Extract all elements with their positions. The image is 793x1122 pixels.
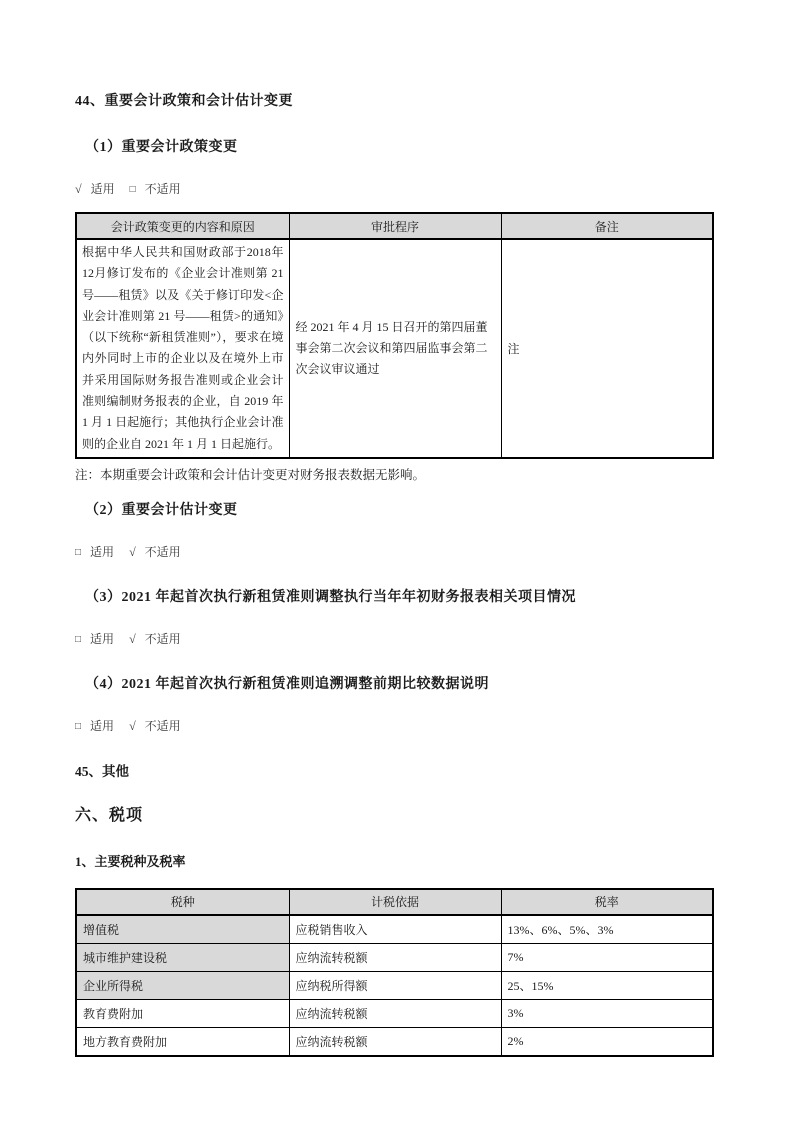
table-footnote: 注：本期重要会计政策和会计估计变更对财务报表数据无影响。 xyxy=(75,467,426,482)
tax-type-cell: 地方教育费附加 xyxy=(76,1027,289,1056)
tax-rate-table xyxy=(75,888,714,1057)
column-header-remark: 备注 xyxy=(501,213,713,239)
not-applicable-label: 不适用 xyxy=(144,631,181,646)
column-header-approval: 审批程序 xyxy=(289,213,501,239)
check-mark-icon: √ xyxy=(129,631,136,646)
tax-rate-cell: 25、15% xyxy=(501,971,713,999)
applicable-label: 适用 xyxy=(90,718,115,733)
table-row xyxy=(76,943,713,971)
applicable-label: 适用 xyxy=(90,631,115,646)
table-row xyxy=(76,239,713,458)
table-header-row xyxy=(76,213,713,239)
applicable-label: 适用 xyxy=(90,544,115,559)
tax-type-cell: 城市维护建设税 xyxy=(76,943,289,971)
table-header-row xyxy=(76,889,713,915)
policy-content-cell: 根据中华人民共和国财政部于2018年12月修订发布的《企业会计准则第 21 号——租赁》以及《关于修订印发<企业会计准则第 21 号——租赁>的通知》（以下统称“新租赁准则”），要求在境内外同时上市的企业以及在境外上市并采用国际财务报告准则或企业会计准则编制财务报表的企业，自 2019 年 1 月 1 日起施行；其他执行企业会计准则的企业自 2021 年 1 月 1 日起施行。 xyxy=(76,239,289,458)
column-header-content-reason: 会计政策变更的内容和原因 xyxy=(76,213,289,239)
not-applicable-label: 不适用 xyxy=(144,182,181,196)
policy-change-table xyxy=(75,212,714,459)
empty-checkbox-icon: □ xyxy=(75,633,82,645)
section-45-heading: 45、其他 xyxy=(75,763,129,779)
subsection-4-heading: （4）2021 年起首次执行新租赁准则追溯调整前期比较数据说明 xyxy=(85,676,489,692)
tax-rate-cell: 3% xyxy=(501,999,713,1027)
tax-type-cell: 增值税 xyxy=(76,915,289,944)
tax-basis-cell: 应纳流转税额 xyxy=(289,1027,501,1056)
tax-rate-cell: 13%、6%、5%、3% xyxy=(501,915,713,944)
tax-types-heading: 1、主要税种及税率 xyxy=(75,853,186,869)
tax-type-cell: 教育费附加 xyxy=(76,999,289,1027)
subsection-2-heading: （2）重要会计估计变更 xyxy=(85,502,238,518)
column-header-tax-type: 税种 xyxy=(76,889,289,915)
table-row xyxy=(76,971,713,999)
tax-rate-cell: 2% xyxy=(501,1027,713,1056)
not-applicable-label: 不适用 xyxy=(144,544,181,559)
applicable-label: 适用 xyxy=(90,182,115,196)
column-header-tax-rate: 税率 xyxy=(501,889,713,915)
column-header-tax-basis: 计税依据 xyxy=(289,889,501,915)
empty-checkbox-icon: □ xyxy=(75,546,82,558)
tax-basis-cell: 应税销售收入 xyxy=(289,915,501,944)
not-applicable-label: 不适用 xyxy=(144,718,181,733)
applicability-line-lease-adjust xyxy=(75,630,712,647)
table-row xyxy=(76,1027,713,1056)
tax-basis-cell: 应纳流转税额 xyxy=(289,943,501,971)
tax-basis-cell: 应纳流转税额 xyxy=(289,999,501,1027)
subsection-1-heading: （1）重要会计政策变更 xyxy=(85,140,238,155)
applicability-line-estimate-change xyxy=(75,543,712,560)
check-mark-icon: √ xyxy=(129,718,136,733)
table-row xyxy=(76,999,713,1027)
empty-checkbox-icon: □ xyxy=(129,184,136,195)
tax-basis-cell: 应纳税所得额 xyxy=(289,971,501,999)
policy-remark-cell: 注 xyxy=(501,239,713,458)
check-mark-icon: √ xyxy=(75,182,82,196)
tax-type-cell: 企业所得税 xyxy=(76,971,289,999)
applicability-line-policy-change xyxy=(75,180,712,197)
chapter-6-heading: 六、税项 xyxy=(75,806,144,824)
section-44-heading: 44、重要会计政策和会计估计变更 xyxy=(75,94,293,109)
applicability-line-lease-retro xyxy=(75,717,712,734)
tax-rate-cell: 7% xyxy=(501,943,713,971)
policy-approval-cell: 经 2021 年 4 月 15 日召开的第四届董事会第二次会议和第四届监事会第二次会议审议通过 xyxy=(289,239,501,458)
table-row xyxy=(76,915,713,944)
subsection-3-heading: （3）2021 年起首次执行新租赁准则调整执行当年年初财务报表相关项目情况 xyxy=(85,589,576,605)
check-mark-icon: √ xyxy=(129,544,136,559)
empty-checkbox-icon: □ xyxy=(75,720,82,732)
